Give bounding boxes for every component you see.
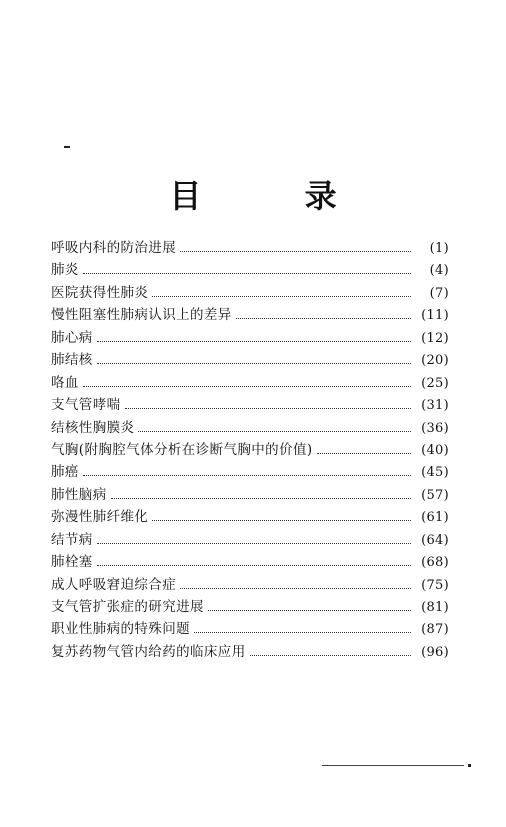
toc-entry-title: 肺炎 bbox=[51, 262, 79, 279]
toc-dot-leader bbox=[97, 543, 411, 544]
toc-entry[interactable] bbox=[51, 326, 449, 348]
toc-entry[interactable] bbox=[51, 348, 449, 370]
toc-dot-leader bbox=[180, 251, 411, 252]
toc-dot-leader bbox=[194, 632, 411, 633]
toc-entry-title: 肺心病 bbox=[51, 329, 93, 346]
toc-entry[interactable] bbox=[51, 416, 449, 438]
page-title: 目 录 bbox=[169, 177, 383, 215]
toc-entry[interactable] bbox=[51, 617, 449, 639]
toc-entry[interactable] bbox=[51, 528, 449, 550]
toc-dot-leader bbox=[125, 408, 412, 409]
table-of-contents bbox=[51, 236, 449, 662]
toc-dot-leader bbox=[208, 610, 411, 611]
toc-entry-title: 成人呼吸窘迫综合症 bbox=[51, 576, 177, 593]
toc-dot-leader bbox=[97, 341, 411, 342]
toc-entry-title: 复苏药物气管内给药的临床应用 bbox=[51, 643, 246, 660]
toc-entry-page-number: (57) bbox=[421, 487, 449, 503]
scan-mark bbox=[468, 764, 471, 767]
bottom-rule bbox=[322, 765, 464, 766]
toc-entry-title: 弥漫性肺纤维化 bbox=[51, 509, 149, 526]
toc-entry-title: 呼吸内科的防治进展 bbox=[51, 240, 177, 256]
toc-entry-title: 职业性肺病的特殊问题 bbox=[51, 621, 190, 638]
toc-entry-page-number: (11) bbox=[421, 308, 449, 324]
toc-dot-leader bbox=[317, 453, 411, 454]
toc-dot-leader bbox=[83, 273, 411, 274]
toc-dot-leader bbox=[138, 431, 411, 432]
scan-mark bbox=[64, 146, 70, 148]
toc-entry[interactable] bbox=[51, 460, 449, 482]
toc-entry-title: 咯血 bbox=[51, 374, 79, 391]
toc-entry[interactable] bbox=[51, 505, 449, 527]
toc-dot-leader bbox=[97, 363, 411, 364]
toc-entry[interactable] bbox=[51, 236, 449, 258]
toc-entry-page-number: (7) bbox=[429, 285, 449, 301]
toc-entry-title: 肺癌 bbox=[51, 464, 79, 481]
toc-entry[interactable] bbox=[51, 483, 449, 505]
toc-dot-leader bbox=[83, 386, 411, 387]
toc-entry[interactable] bbox=[51, 281, 449, 303]
toc-entry[interactable] bbox=[51, 258, 449, 280]
toc-entry[interactable] bbox=[51, 595, 449, 617]
toc-entry[interactable] bbox=[51, 438, 449, 460]
toc-entry-page-number: (36) bbox=[421, 420, 449, 436]
toc-entry-title: 医院获得性肺炎 bbox=[51, 284, 149, 301]
toc-entry-page-number: (12) bbox=[421, 330, 449, 346]
toc-entry-title: 气胸(附胸腔气体分析在诊断气胸中的价值) bbox=[51, 441, 313, 458]
toc-entry-page-number: (81) bbox=[421, 600, 449, 615]
toc-entry-page-number: (61) bbox=[421, 510, 449, 526]
toc-entry-title: 慢性阻塞性肺病认识上的差异 bbox=[51, 307, 232, 324]
toc-entry[interactable] bbox=[51, 640, 449, 662]
toc-entry-page-number: (68) bbox=[421, 555, 449, 571]
toc-entry-title: 结节病 bbox=[51, 531, 93, 548]
toc-dot-leader bbox=[180, 588, 411, 589]
toc-entry-title: 结核性胸膜炎 bbox=[51, 419, 135, 436]
toc-entry[interactable] bbox=[51, 393, 449, 415]
toc-entry-page-number: (75) bbox=[421, 577, 449, 593]
toc-entry[interactable] bbox=[51, 371, 449, 393]
toc-dot-leader bbox=[97, 565, 411, 566]
toc-entry[interactable] bbox=[51, 550, 449, 572]
toc-entry-title: 肺性脑病 bbox=[51, 486, 107, 503]
toc-entry-title: 支气管哮喘 bbox=[51, 397, 121, 414]
toc-entry-page-number: (31) bbox=[421, 398, 449, 414]
toc-dot-leader bbox=[152, 296, 411, 297]
toc-entry-page-number: (40) bbox=[421, 442, 449, 458]
toc-dot-leader bbox=[250, 655, 411, 656]
toc-entry-page-number: (25) bbox=[421, 375, 449, 391]
toc-entry-page-number: (45) bbox=[421, 465, 449, 481]
toc-entry[interactable] bbox=[51, 303, 449, 325]
toc-entry-page-number: (20) bbox=[421, 353, 449, 369]
toc-entry-title: 肺结核 bbox=[51, 352, 93, 369]
toc-dot-leader bbox=[152, 520, 411, 521]
toc-dot-leader bbox=[111, 498, 411, 499]
toc-entry-page-number: (87) bbox=[421, 622, 449, 638]
toc-entry-title: 肺栓塞 bbox=[51, 554, 93, 571]
toc-entry-title: 支气管扩张症的研究进展 bbox=[51, 599, 204, 615]
toc-dot-leader bbox=[236, 318, 411, 319]
toc-dot-leader bbox=[83, 475, 411, 476]
toc-entry-page-number: (4) bbox=[429, 263, 449, 279]
toc-entry-page-number: (64) bbox=[421, 532, 449, 548]
toc-entry-page-number: (1) bbox=[429, 241, 449, 256]
toc-entry[interactable] bbox=[51, 573, 449, 595]
toc-entry-page-number: (96) bbox=[421, 644, 449, 660]
